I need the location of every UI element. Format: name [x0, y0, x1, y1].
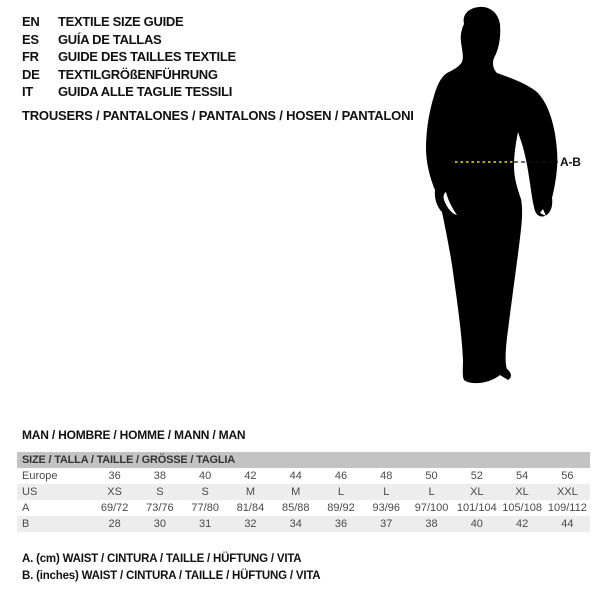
- size-cell: 46: [334, 470, 348, 482]
- size-cell: 52: [470, 470, 483, 482]
- language-code: IT: [22, 84, 33, 100]
- row-label: A: [22, 502, 30, 514]
- language-label: GUIDE DES TAILLES TEXTILE: [58, 49, 236, 65]
- size-cell: 44: [561, 518, 574, 530]
- size-cell: 34: [289, 518, 302, 530]
- size-cell: L: [383, 486, 390, 498]
- size-cell: XS: [107, 486, 122, 498]
- size-cell: 40: [199, 470, 212, 482]
- hand-gap-detail: [444, 192, 457, 215]
- language-row: [22, 13, 236, 31]
- size-cell: XXL: [556, 486, 578, 498]
- size-cell: 77/80: [191, 502, 219, 514]
- language-row: [22, 83, 236, 101]
- size-cell: M: [291, 486, 301, 498]
- size-cell: L: [428, 486, 435, 498]
- size-cell: XL: [470, 486, 484, 498]
- language-code: ES: [22, 31, 39, 47]
- size-cell: 30: [153, 518, 167, 530]
- size-cell: 105/108: [502, 502, 542, 514]
- language-row: [22, 48, 236, 66]
- size-cell: 38: [153, 470, 167, 482]
- size-cell: 31: [199, 518, 212, 530]
- language-code: FR: [22, 49, 39, 65]
- row-label: Europe: [22, 470, 58, 482]
- size-cell: 28: [108, 518, 121, 530]
- size-cell: S: [201, 486, 209, 498]
- size-cell: 56: [561, 470, 574, 482]
- language-row: [22, 66, 236, 84]
- size-cell: 48: [380, 470, 393, 482]
- size-cell: 42: [244, 470, 257, 482]
- language-code: EN: [22, 14, 40, 29]
- waist-measure-label: A-B: [560, 155, 581, 169]
- size-cell: L: [337, 486, 345, 498]
- category-heading: TROUSERS / PANTALONES / PANTALONS / HOSEN / PANTALONI: [22, 108, 414, 123]
- language-row: [22, 31, 236, 49]
- size-cell: 89/92: [327, 502, 355, 514]
- size-cell: 50: [425, 470, 438, 482]
- table-row-b-inches: [17, 516, 590, 532]
- size-cell: 81/84: [236, 502, 265, 514]
- size-cell: 38: [425, 518, 438, 530]
- table-row-europe: [17, 468, 590, 484]
- size-table: [17, 452, 590, 532]
- table-row-us: [17, 484, 590, 500]
- language-list: [22, 13, 236, 101]
- language-label: GUÍA DE TALLAS: [58, 31, 162, 47]
- size-cell: 32: [244, 518, 257, 530]
- size-cell: 85/88: [281, 502, 310, 514]
- size-cell: 44: [289, 470, 302, 482]
- size-cell: 54: [515, 470, 529, 482]
- size-cell: 97/100: [414, 502, 449, 514]
- row-label: B: [22, 518, 30, 530]
- size-cell: XL: [515, 486, 529, 498]
- size-cell: 101/104: [456, 502, 497, 514]
- size-cell: 109/112: [547, 502, 587, 514]
- language-label: TEXTILE SIZE GUIDE: [58, 14, 184, 29]
- size-cell: 73/76: [146, 502, 174, 514]
- row-label: US: [22, 486, 38, 498]
- hand-gap-detail: [540, 209, 546, 216]
- language-label: GUIDA ALLE TAGLIE TESSILI: [58, 84, 233, 100]
- size-table-header-label: SIZE / TALLA / TAILLE / GRÖSSE / TAGLIA: [22, 454, 236, 466]
- size-cell: 42: [515, 518, 529, 530]
- man-silhouette-shape: [426, 7, 557, 383]
- section-heading: MAN / HOMBRE / HOMME / MANN / MAN: [22, 428, 246, 442]
- size-cell: M: [245, 486, 256, 498]
- language-label: TEXTILGRÖßENFÜHRUNG: [58, 66, 218, 82]
- size-cell: 40: [470, 518, 483, 530]
- size-cell: 36: [334, 518, 348, 530]
- size-cell: 69/72: [100, 502, 129, 514]
- note-b-inches: B. (inches) WAIST / CINTURA / TAILLE / HÜFTUNG / VITA: [22, 570, 321, 582]
- size-cell: S: [156, 486, 164, 498]
- size-cell: 37: [380, 518, 393, 530]
- note-a-cm: A. (cm) WAIST / CINTURA / TAILLE / HÜFTUNG / VITA: [22, 553, 302, 565]
- language-code: DE: [22, 66, 40, 82]
- size-cell: 93/96: [372, 502, 401, 514]
- table-row-a-cm: [17, 500, 590, 516]
- size-cell: 36: [108, 470, 121, 482]
- size-table-header-row: [17, 452, 590, 468]
